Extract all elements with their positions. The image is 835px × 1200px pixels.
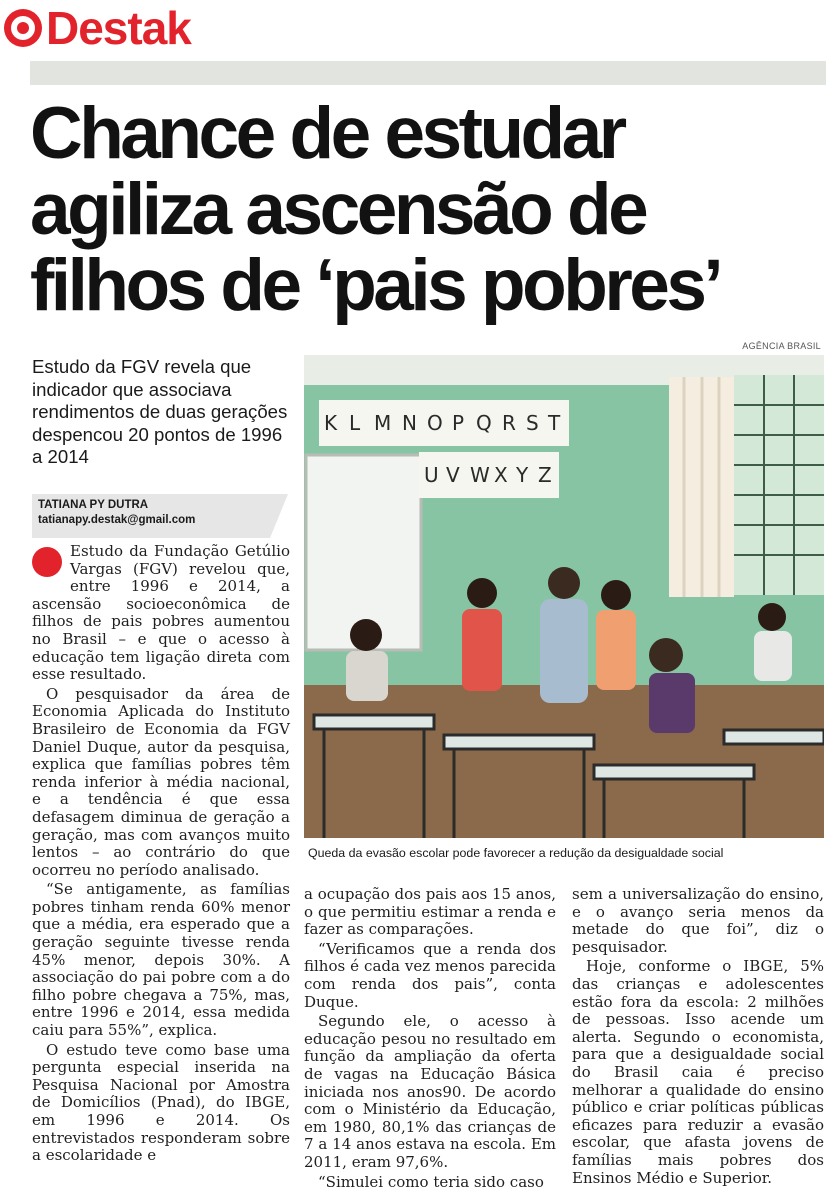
brand-name: Destak bbox=[46, 2, 191, 54]
photo-caption: Queda da evasão escolar pode favorecer a redução da desigualdade social bbox=[308, 846, 724, 860]
article-paragraph: Estudo da Fundação Getúlio Vargas (FGV) revelou que, entre 1996 e 2014, a ascensão socioeconômica de filhos de pais pobres aumentou no Brasil – e que o acesso à educação tem ligação direta com esse resultado. bbox=[32, 542, 290, 684]
alphabet-card: T bbox=[548, 411, 561, 435]
article-column-1 bbox=[32, 543, 290, 1167]
classroom-illustration bbox=[304, 355, 824, 838]
byline-author: TATIANA PY DUTRA bbox=[38, 499, 149, 511]
alphabet-card: X bbox=[494, 463, 508, 487]
headline-line: filhos de ‘pais pobres’ bbox=[30, 245, 721, 326]
article-paragraph: “Simulei como teria sido caso bbox=[318, 1172, 544, 1191]
headline-line: agiliza ascensão de bbox=[30, 169, 646, 250]
red-bullet-icon bbox=[32, 547, 62, 577]
article-paragraph: O estudo teve como base uma pergunta especial inserida na Pesquisa Nacional por Amostra de Domicílios (Pnad), do IBGE, em 1996 e 2014. Os entrevistados responderam sobre a escolaridade e bbox=[32, 1040, 290, 1165]
article-paragraph: “Verificamos que a renda dos filhos é cada vez menos parecida com renda dos pais”, conta Duque. bbox=[304, 939, 556, 1011]
section-rule bbox=[30, 61, 826, 85]
alphabet-card: U bbox=[424, 463, 439, 487]
article-column-3 bbox=[572, 886, 824, 1189]
alphabet-card: W bbox=[470, 463, 490, 487]
alphabet-card: O bbox=[427, 411, 443, 435]
article-column-2 bbox=[304, 886, 556, 1193]
byline bbox=[32, 494, 270, 538]
headline bbox=[30, 93, 830, 326]
alphabet-card: M bbox=[374, 411, 392, 435]
article-paragraph: O pesquisador da área de Economia Aplicada do Instituto Brasileiro de Economia da FGV Daniel Duque, autor da pesquisa, explica que famílias pobres têm renda inferior à média nacional, e a tendência é que essa defasagem diminua de geração a geração, mas com avanços muito lentos – ao contrário do que ocorreu no período analisado. bbox=[32, 684, 290, 879]
destak-target-icon bbox=[4, 9, 42, 47]
alphabet-card: Z bbox=[538, 463, 552, 487]
alphabet-card: Y bbox=[516, 463, 529, 487]
alphabet-card: P bbox=[452, 411, 465, 435]
alphabet-card: R bbox=[502, 411, 516, 435]
article-paragraph: a ocupação dos pais aos 15 anos, o que permitiu estimar a renda e fazer as comparações. bbox=[304, 885, 556, 939]
headline-line: Chance de estudar bbox=[30, 93, 624, 174]
brand-masthead bbox=[4, 2, 191, 54]
alphabet-card: N bbox=[402, 411, 417, 435]
alphabet-card: V bbox=[446, 463, 460, 487]
standfirst: Estudo da FGV revela que indicador que associava rendimentos de duas gerações despencou 20 pontos de 1996 a 2014 bbox=[32, 356, 288, 467]
article-paragraph: sem a universalização do ensino, e o avanço seria menos da metade do que foi”, diz o pesquisador. bbox=[572, 885, 824, 956]
article-paragraph: Segundo ele, o acesso à educação pesou no resultado em função da ampliação da oferta de vagas na Educação Básica iniciada nos anos90. De acordo com o Ministério da Educação, em 1980, 80,1% das crianças de 7 a 14 anos estava na escola. Em 2011, eram 97,6%. bbox=[304, 1012, 556, 1171]
byline-email[interactable]: tatianapy.destak@gmail.com bbox=[38, 514, 196, 526]
alphabet-card: S bbox=[526, 411, 539, 435]
article-paragraph: “Se antigamente, as famílias pobres tinham renda 60% menor que a média, era esperado que a geração seguinte tivesse renda 45% menor, depois 30%. A associação do pai pobre com a do filho pobre chegava a 75%, mas, entre 1996 e 2014, essa medida caiu para 55%”, explica. bbox=[32, 880, 290, 1040]
classroom-photo bbox=[304, 355, 824, 838]
alphabet-card: Q bbox=[476, 411, 492, 435]
article-paragraph: Hoje, conforme o IBGE, 5% das crianças e adolescentes estão fora da escola: 2 milhões de pessoas. Isso acende um alerta. Segundo o economista, para que a desigualdade social do Brasil caia é preciso melhorar a qualidade do ensino público e criar políticas públicas eficazes para reduzir a evasão escolar, que afasta jovens de famílias mais pobres dos Ensinos Médio e Superior. bbox=[572, 957, 824, 1187]
photo-credit: AGÊNCIA BRASIL bbox=[742, 341, 821, 351]
alphabet-card: K bbox=[324, 411, 338, 435]
alphabet-card: L bbox=[349, 411, 361, 435]
